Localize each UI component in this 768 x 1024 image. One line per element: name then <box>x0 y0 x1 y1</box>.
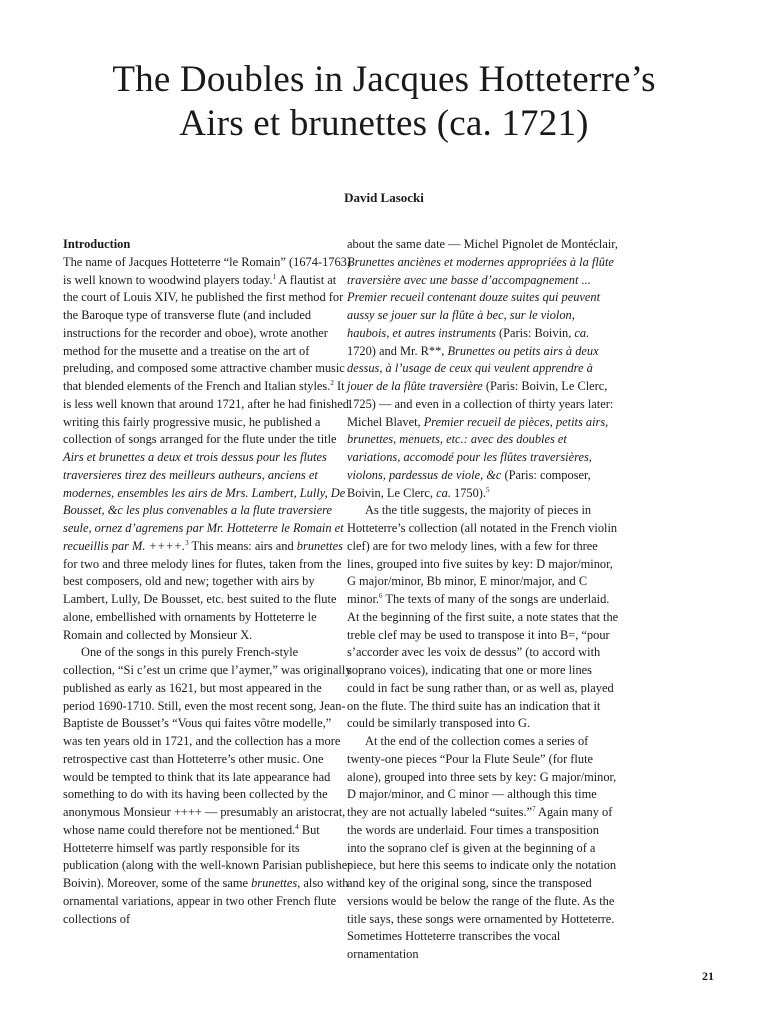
left-column <box>63 236 353 928</box>
paragraph: about the same date — Michel Pignolet de Montéclair, Brunettes anciènes et modernes appropriées à la flûte traversière avec une basse d’accompagnement ... Premier recueil contenant douze suites qui peuvent aussy se jouer sur la flûte à bec, sur le violon, haubois, et autres instruments (Paris: Boivin, ca. 1720) and Mr. R**, Brunettes ou petits airs à deux dessus, à l’usage de ceux qui veulent apprendre à jouer de la flûte traversière (Paris: Boivin, Le Clerc, 1725) — and even in a collection of thirty years later: Michel Blavet, Premier recueil de pièces, petits airs, brunettes, menuets, etc.: avec des doubles et variations, accomodé pour les flûtes traversières, violons, pardessus de viole, &c (Paris: composer, Boivin, Le Clerc, ca. 1750).$^5$ <box>347 237 618 500</box>
paragraph: At the end of the collection comes a series of twenty-one pieces “Pour la Flute Seule” (for flute alone), grouped into three sets by key: G major/minor, D major/minor, and C minor — although this time they are not actually labeled “suites.”$^7$ Again many of the words are underlaid. Four times a transposition into the soprano clef is given at the beginning of a piece, but here this seems to indicate only the notation and key of the original song, since the transposed versions would be below the range of the flute. As the title says, these songs were ornamented by Hotteterre. Sometimes Hotteterre transcribes the vocal ornamentation <box>347 734 617 961</box>
right-column <box>347 236 619 964</box>
footnote-marker: 1 <box>272 272 276 281</box>
italic-text: Airs et brunettes a deux et trois dessus pour les flutes traversieres tirez des meilleurs autheurs, anciens et modernes, ensembles les airs de Mrs. Lambert, Lully, De Bousset, &c les plus convenables a la flute traversiere seule, ornez d’agremens par Mr. Hotteterre le Romain et recueillis par M. ++++. <box>63 450 346 553</box>
italic-text: Premier recueil de pièces, petits airs, brunettes, menuets, etc.: avec des doubles et variations, accomodé pour les flûtes traversières, violons, pardessus de viole, &c <box>347 414 609 482</box>
footnote-marker: 6 <box>379 592 383 600</box>
footnote-marker: 4 <box>295 822 299 831</box>
italic-text: brunettes <box>251 876 298 890</box>
left-column-body <box>63 254 353 929</box>
paragraph: One of the songs in this purely French-style collection, “Si c’est un crime que l’aymer,” was originally published as early as 1621, but most appeared in the period 1690-1710. Still, even the most recent song, Jean-Baptiste de Bousset’s “Vous qui faites vôtre modelle,” was ten years old in 1721, and the collection has a more retrospective cast than Hotteterre’s other music. One would be tempted to think that its late appearance had something to do with its having been collected by the anonymous Monsieur ++++ — presumably an aristocrat, whose name could therefore not be mentioned.$^4$ But Hotteterre himself was partly responsible for its publication (along with the well-known Parisian publisher Boivin). Moreover, some of the same brunettes, also with ornamental variations, appear in two other French flute collections of <box>63 645 352 926</box>
title-line-2: Airs et brunettes (ca. 1721) <box>179 103 589 144</box>
italic-text: Brunettes anciènes et modernes appropriées à la flûte traversière avec une basse d’accompagnement ... Premier recueil contenant douze suites qui peuvent aussy se jouer sur la flûte à bec, sur le violon, haubois, et autres instruments <box>347 254 614 340</box>
italic-text: Brunettes ou petits airs à deux dessus, à l’usage de ceux qui veulent apprendre à jouer de la flûte traversière <box>347 343 599 393</box>
page-number: 21 <box>702 969 714 983</box>
section-heading: Introduction <box>63 237 131 251</box>
footnote-marker: 7 <box>532 805 536 813</box>
italic-text: ca. <box>574 325 590 340</box>
italic-text: ca. <box>436 485 451 500</box>
footnote-marker: 2 <box>330 379 334 387</box>
footnote-marker: 3 <box>185 538 189 547</box>
right-column-body <box>347 236 619 964</box>
article-title <box>0 58 768 146</box>
paragraph: The name of Jacques Hotteterre “le Romain” (1674-1763) is well known to woodwind players today.$^1$ A flautist at the court of Louis XIV, he published the first method for the Baroque type of transverse flute (and included instructions for the recorder and oboe), wrote another method for the musette and a treatise on the art of preluding, and composed some attractive chamber music that blended elements of the French and Italian styles.$^2$ It is less well known that around 1721, after he had finished writing this fairly progressive music, he published a collection of songs arranged for the flute under the title Airs et brunettes a deux et trois dessus pour les flutes traversieres tirez des meilleurs autheurs, anciens et modernes, ensembles les airs de Mrs. Lambert, Lully, De Bousset, &c les plus convenables a la flute traversiere seule, ornez d’agremens par Mr. Hotteterre le Romain et recueillis par M. ++++.$^3$ This means: airs and brunettes for two and three melody lines for flutes, taken from the best composers, old and new; together with airs by Lambert, Lully, De Bousset, etc. best suited to the flute alone, embellished with ornaments by Hotteterre le Romain and collected by Monsieur X. <box>63 254 351 642</box>
author-byline: David Lasocki <box>344 190 424 205</box>
title-line-1: The Doubles in Jacques Hotteterre’s <box>112 59 656 100</box>
italic-text: brunettes <box>296 538 343 553</box>
footnote-marker: 5 <box>486 485 490 494</box>
paragraph: As the title suggests, the majority of pieces in Hotteterre’s collection (all notated in the French violin clef) are for two melody lines, with a few for three lines, grouped into five suites by key: D major/minor, G major/minor, Bb minor, E minor/major, and C minor.$^6$ The texts of many of the songs are underlaid. At the beginning of the first suite, a note states that the treble clef may be used to transpose it into B=, “pour s’accorder avec les voix de dessus” (to accord with soprano voices), indicating that one or more lines could in fact be sung rather than, or as well as, played on the flute. The third suite has an indication that it could be similarly transposed into G. <box>347 503 619 731</box>
